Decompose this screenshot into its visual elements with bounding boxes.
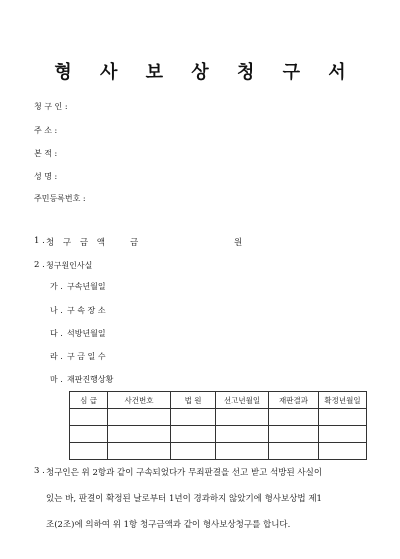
section1-amount-unit: 원	[234, 238, 243, 248]
table-cell[interactable]	[70, 443, 108, 460]
section2-item-text: 석방년월일	[67, 329, 106, 338]
table-header-instance: 심 급	[70, 392, 108, 409]
table-cell[interactable]	[269, 409, 319, 426]
table-cell[interactable]	[108, 426, 171, 443]
table-cell[interactable]	[171, 443, 216, 460]
table-cell[interactable]	[269, 443, 319, 460]
table-header-sentence-date: 선고년월일	[216, 392, 269, 409]
section2-number: 2 .	[34, 260, 45, 270]
claimant-label: 청 구 인 :	[34, 102, 68, 111]
table-cell[interactable]	[108, 409, 171, 426]
section2-item-text: 구 금 일 수	[67, 352, 106, 361]
section2-item-text: 구속년월일	[67, 282, 106, 291]
address-label: 주 소 :	[34, 126, 58, 135]
section1-label: 청 구 금 액	[46, 238, 108, 248]
resident-number-label: 주민등록번호 :	[34, 194, 86, 203]
trial-progress-table	[69, 391, 367, 460]
section2-item-marker: 나 .	[50, 306, 63, 315]
table-cell[interactable]	[216, 443, 269, 460]
section3-number: 3 .	[34, 466, 45, 476]
table-cell[interactable]	[216, 409, 269, 426]
table-cell[interactable]	[319, 426, 367, 443]
table-cell[interactable]	[70, 426, 108, 443]
table-header-row	[70, 392, 367, 409]
table-header-case-number: 사건번호	[108, 392, 171, 409]
section2-label: 청구원인사실	[46, 261, 93, 270]
section2-item-marker: 가 .	[50, 282, 63, 291]
table-header-court: 법 원	[171, 392, 216, 409]
page-title: 형 사 보 상 청 구 서	[54, 62, 357, 83]
table-row	[70, 409, 367, 426]
table-row	[70, 426, 367, 443]
table-cell[interactable]	[216, 426, 269, 443]
table-header-trial-result: 재판결과	[269, 392, 319, 409]
section2-item-marker: 다 .	[50, 329, 63, 338]
section3-line: 있는 바, 판결이 확정된 날로부터 1년이 경과하지 않았기에 형사보상법 제1	[46, 494, 322, 504]
table-cell[interactable]	[171, 426, 216, 443]
section1-number: 1 .	[34, 236, 45, 246]
table-cell[interactable]	[269, 426, 319, 443]
table-cell[interactable]	[319, 409, 367, 426]
table-header-final-date: 확정년월일	[319, 392, 367, 409]
section2-item-marker: 라 .	[50, 352, 63, 361]
section3-line: 조(2조)에 의하여 위 1항 청구금액과 같이 형사보상청구를 합니다.	[46, 520, 291, 530]
table-cell[interactable]	[108, 443, 171, 460]
domicile-label: 본 적 :	[34, 149, 58, 158]
section3-line: 청구인은 위 2항과 같이 구속되었다가 무죄판결을 선고 받고 석방된 사실이	[46, 468, 323, 478]
section2-item-text: 재판진행상황	[67, 375, 114, 384]
section2-item-marker: 마 .	[50, 375, 63, 384]
section2-item-text: 구 속 장 소	[67, 306, 106, 315]
table-row	[70, 443, 367, 460]
table-cell[interactable]	[319, 443, 367, 460]
table-cell[interactable]	[171, 409, 216, 426]
table-cell[interactable]	[70, 409, 108, 426]
section1-amount-prefix: 금	[130, 238, 139, 248]
name-label: 성 명 :	[34, 172, 58, 181]
